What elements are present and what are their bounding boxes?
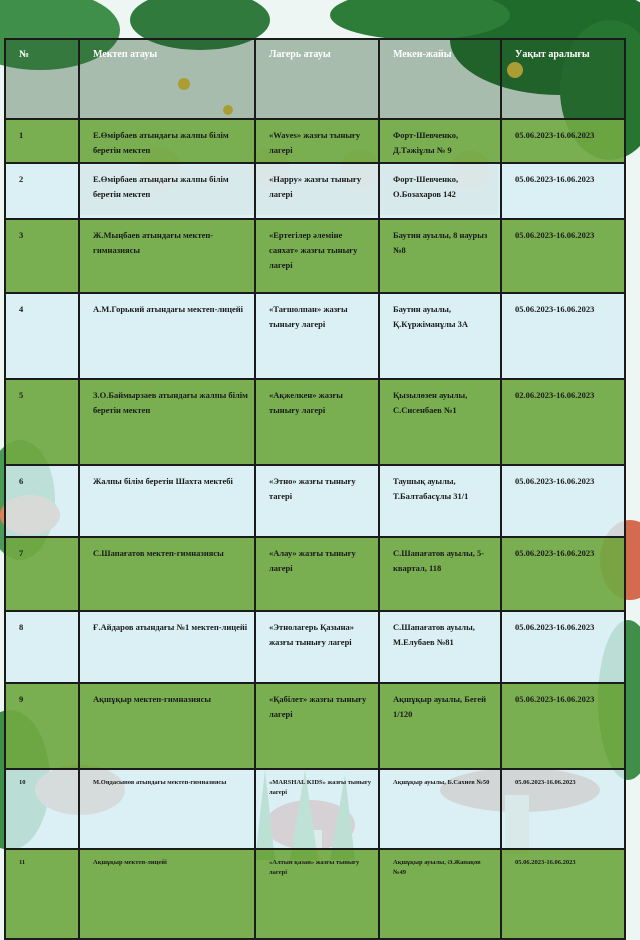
cell-camp-name: «MARSHAL KIDS» жазғы тынығу лагері bbox=[255, 769, 379, 849]
cell-row-number: 8 bbox=[5, 611, 79, 683]
cell-camp-name: «Алтын қазан» жазғы тынығу лагері bbox=[255, 849, 379, 939]
cell-row-number: 6 bbox=[5, 465, 79, 537]
cell-row-number: 3 bbox=[5, 219, 79, 293]
cell-camp-name: «Ертегілер әлеміне саяхат» жазғы тынығу лагері bbox=[255, 219, 379, 293]
table-row bbox=[5, 163, 625, 219]
cell-school-name: Е.Өмірбаев атындағы жалпы білім беретін мектеп bbox=[79, 119, 255, 163]
header-period: Уақыт аралығы bbox=[501, 39, 625, 119]
cell-row-number: 4 bbox=[5, 293, 79, 379]
cell-address: Қызылөзен ауылы, С.Сисенбаев №1 bbox=[379, 379, 501, 465]
table-row bbox=[5, 537, 625, 611]
cell-period: 05.06.2023-16.06.2023 bbox=[501, 611, 625, 683]
cell-camp-name: «Ақжелкен» жазғы тынығу лагері bbox=[255, 379, 379, 465]
cell-period: 05.06.2023-16.06.2023 bbox=[501, 683, 625, 769]
cell-school-name: Е.Өмірбаев атындағы жалпы білім беретін мектеп bbox=[79, 163, 255, 219]
cell-address: С.Шапағатов ауылы, 5-квартал, 118 bbox=[379, 537, 501, 611]
table-row bbox=[5, 379, 625, 465]
cell-school-name: Ақшұқыр мектеп-гимназиясы bbox=[79, 683, 255, 769]
cell-row-number: 10 bbox=[5, 769, 79, 849]
cell-row-number: 7 bbox=[5, 537, 79, 611]
cell-camp-name: «Happy» жазғы тынығу лагері bbox=[255, 163, 379, 219]
cell-period: 02.06.2023-16.06.2023 bbox=[501, 379, 625, 465]
cell-address: Таушық ауылы, Т.Балтабасұлы 31/1 bbox=[379, 465, 501, 537]
cell-period: 05.06.2023-16.06.2023 bbox=[501, 219, 625, 293]
cell-period: 05.06.2023-16.06.2023 bbox=[501, 537, 625, 611]
cell-camp-name: «Тағшолпан» жазғы тынығу лагері bbox=[255, 293, 379, 379]
cell-camp-name: «Қабілет» жазғы тынығу лагері bbox=[255, 683, 379, 769]
cell-row-number: 1 bbox=[5, 119, 79, 163]
cell-school-name: З.О.Баймырзаев атындағы жалпы білім беретін мектеп bbox=[79, 379, 255, 465]
table-row bbox=[5, 465, 625, 537]
cell-school-name: С.Шапағатов мектеп-гимназиясы bbox=[79, 537, 255, 611]
header-address: Мекен-жайы bbox=[379, 39, 501, 119]
cell-school-name: А.М.Горький атындағы мектеп-лицейі bbox=[79, 293, 255, 379]
cell-camp-name: «Алау» жазғы тынығу лагері bbox=[255, 537, 379, 611]
header-number: № bbox=[5, 39, 79, 119]
cell-camp-name: «Waves» жазғы тынығу лагері bbox=[255, 119, 379, 163]
cell-period: 05.06.2023-16.06.2023 bbox=[501, 163, 625, 219]
header-camp-name: Лагерь атауы bbox=[255, 39, 379, 119]
table-row bbox=[5, 293, 625, 379]
cell-row-number: 9 bbox=[5, 683, 79, 769]
table-header-row bbox=[5, 39, 625, 119]
cell-address: Форт-Шевченко, Д.Тәжіұлы № 9 bbox=[379, 119, 501, 163]
cell-school-name: Ғ.Айдаров атындағы №1 мектеп-лицейі bbox=[79, 611, 255, 683]
table-row bbox=[5, 683, 625, 769]
cell-address: Ақшұқыр ауылы, Бегей 1/120 bbox=[379, 683, 501, 769]
cell-address: Баутин ауылы, Қ.Күржіманұлы 3А bbox=[379, 293, 501, 379]
cell-school-name: Ақшұқыр мектеп-лицейі bbox=[79, 849, 255, 939]
cell-period: 05.06.2023-16.06.2023 bbox=[501, 293, 625, 379]
table-row bbox=[5, 849, 625, 939]
cell-address: Ақшұқыр ауылы, Ә.Жапақов №49 bbox=[379, 849, 501, 939]
cell-address: Форт-Шевченко, О.Бозахаров 142 bbox=[379, 163, 501, 219]
cell-camp-name: «Этнолагерь Қазына» жазғы тынығу лагері bbox=[255, 611, 379, 683]
cell-period: 05.06.2023-16.06.2023 bbox=[501, 849, 625, 939]
cell-row-number: 11 bbox=[5, 849, 79, 939]
cell-row-number: 5 bbox=[5, 379, 79, 465]
table-row bbox=[5, 769, 625, 849]
table-row bbox=[5, 611, 625, 683]
cell-row-number: 2 bbox=[5, 163, 79, 219]
cell-school-name: М.Оңдасынов атындағы мектеп-гимназиясы bbox=[79, 769, 255, 849]
cell-period: 05.06.2023-16.06.2023 bbox=[501, 769, 625, 849]
cell-period: 05.06.2023-16.06.2023 bbox=[501, 465, 625, 537]
cell-camp-name: «Этно» жазғы тынығу тагері bbox=[255, 465, 379, 537]
cell-address: Баутин ауылы, 8 наурыз №8 bbox=[379, 219, 501, 293]
table-row bbox=[5, 119, 625, 163]
header-school-name: Мектеп атауы bbox=[79, 39, 255, 119]
cell-school-name: Ж.Мыңбаев атындағы мектеп-гимназиясы bbox=[79, 219, 255, 293]
cell-address: Ақшұқыр ауылы, Б.Сахиев №50 bbox=[379, 769, 501, 849]
summer-camp-table bbox=[4, 38, 626, 940]
cell-address: С.Шапағатов ауылы, М.Елубаев №81 bbox=[379, 611, 501, 683]
cell-period: 05.06.2023-16.06.2023 bbox=[501, 119, 625, 163]
cell-school-name: Жалпы білім беретін Шахта мектебі bbox=[79, 465, 255, 537]
table-row bbox=[5, 219, 625, 293]
